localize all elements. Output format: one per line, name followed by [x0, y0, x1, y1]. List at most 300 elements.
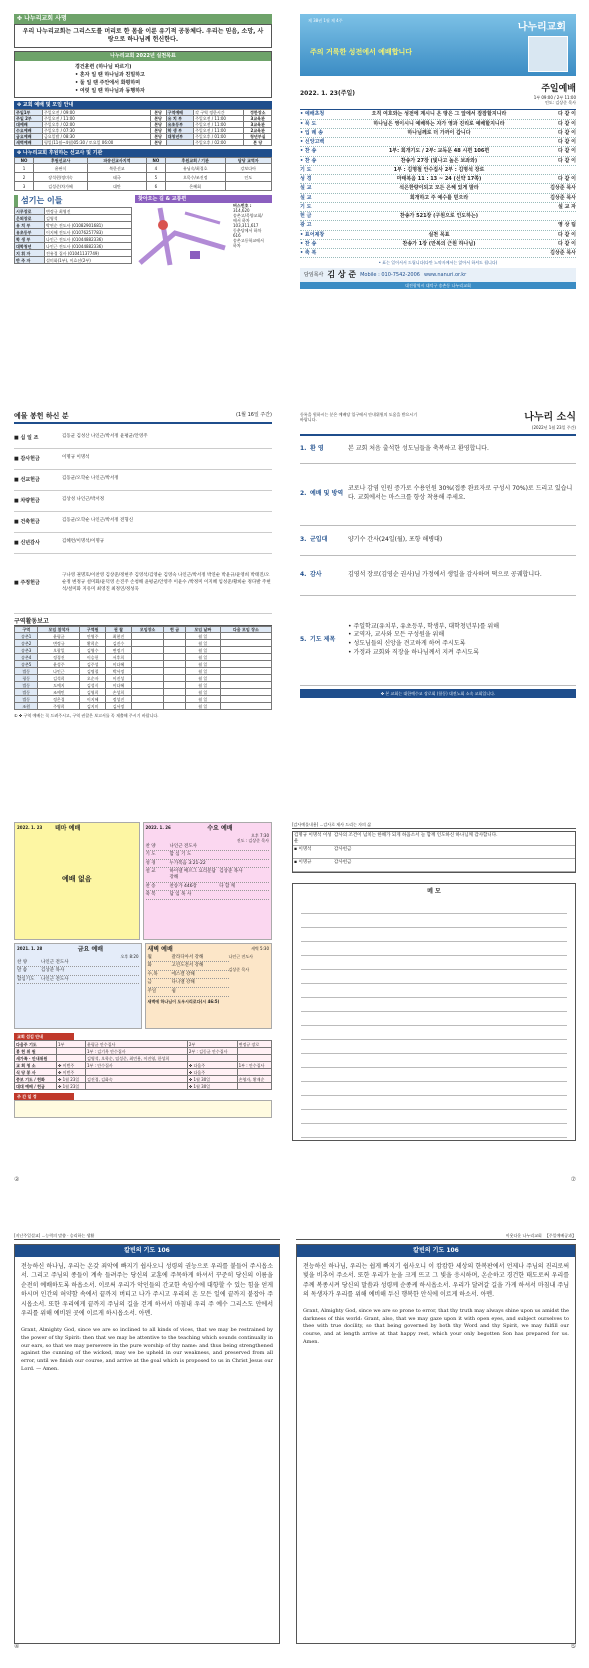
table-cell [237, 1069, 271, 1076]
order-content: 쉼 [171, 989, 176, 994]
table-cell: 새가족 · 안내위원 [15, 1055, 57, 1062]
page4-right [296, 1233, 576, 1653]
table-cell: 변정기 [106, 647, 132, 654]
table-cell [220, 654, 271, 661]
dawn-time: 새벽 5:30 [251, 946, 269, 951]
table-cell: 지 휘 자 [15, 250, 45, 257]
table-cell: 주일오전 / 11:00 [42, 115, 150, 121]
table-cell: 월 일 [185, 689, 220, 696]
news-label: 군입대 [310, 536, 328, 544]
table-cell [220, 703, 271, 710]
table-cell: 주일1부 [15, 109, 43, 115]
table-cell: 김영수 [80, 647, 106, 654]
order-content: 찬송가 1장 (만복의 근원 하나님) [402, 240, 476, 247]
table-cell: 유 치 부 [166, 115, 193, 121]
table-header-row [15, 627, 272, 633]
table-cell: 유 치 부 [15, 222, 45, 229]
table-cell: 6 [146, 182, 165, 191]
news-label: 감사 [310, 571, 322, 579]
map-box [135, 195, 272, 269]
district-row [15, 696, 272, 703]
dawn-title: 새벽 예배 [147, 946, 173, 953]
offering-week: (1월 16일 주간) [236, 412, 272, 418]
table-cell: 윤판식 [34, 164, 88, 173]
bus-route: 송촌고/목양교회/ [233, 213, 263, 219]
table-cell: 3교육관 [244, 115, 272, 121]
thanks-name: ▪ 이명석 [294, 847, 312, 853]
table-cell: 손영자, 황재순 [237, 1076, 271, 1083]
mission-row [15, 182, 272, 191]
table-cell: 본당 [150, 109, 166, 115]
offering-names: 이명규 이명석 [62, 455, 90, 461]
table-cell [237, 1083, 271, 1090]
worship-order-row [146, 860, 270, 869]
worship-order-row [300, 184, 576, 193]
thanks-entry [293, 846, 575, 859]
staff-table [14, 207, 132, 264]
memo-line [301, 1124, 567, 1138]
table-cell: 구역예배 [166, 109, 193, 115]
order-item: 말 씀 [17, 968, 28, 974]
table-header-cell: 모임장소 [131, 627, 164, 633]
duty-table [14, 1040, 272, 1090]
order-content: 누가복음 3:21-22 [169, 860, 206, 866]
table-cell: 대대 예배 / 헌금 [15, 1083, 57, 1090]
offering-names: 김혜련/이명석/이명규 [62, 539, 105, 545]
memo-line [301, 1096, 567, 1110]
staff-row [15, 250, 132, 257]
duty-row [15, 1076, 272, 1083]
theme-body: 예배 없음 [62, 875, 92, 883]
lesson-header-church: 이웃다운 나누리교회 [505, 1233, 542, 1238]
table-cell: 대학청년 [15, 243, 45, 250]
table-cell: ✤ 1월 30일 [187, 1076, 237, 1083]
wednesday-worship-box [143, 822, 273, 940]
table-cell [164, 633, 185, 640]
bus-info [231, 203, 272, 269]
service-date: 2022. 1. 23(주일) [300, 90, 356, 97]
practice-box [14, 51, 272, 97]
order-content [342, 222, 536, 228]
order-leader: 다 같 이 [558, 120, 576, 127]
news-list [300, 434, 576, 686]
table-cell: 나인근 전도사 (01044882336) [45, 243, 132, 250]
table-cell: 1부 : 안수집사 [237, 1062, 271, 1069]
table-cell: 청년부실 [244, 133, 272, 139]
table-cell: 중보 기도 / 헌화 [15, 1076, 57, 1083]
table-cell: 변정규 [38, 640, 80, 647]
worship-order-row [146, 851, 270, 860]
table-cell [164, 689, 185, 696]
table-cell: 각 구역 정한시간 [194, 109, 244, 115]
worship-order-row [300, 138, 576, 147]
table-cell [164, 661, 185, 668]
order-item: • 표어제창 [300, 231, 325, 238]
thanks-entry [293, 859, 575, 872]
worship-order-row [300, 175, 576, 184]
table-cell [131, 633, 164, 640]
order-item: 찬 양 [145, 843, 156, 849]
worship-order [300, 109, 576, 258]
table-cell [237, 1055, 271, 1062]
district-row [15, 633, 272, 640]
wednesday-date: 2022. 1. 26 [145, 825, 171, 830]
table-cell: 월 일 [185, 696, 220, 703]
duty-title: 교회 섬김 안내 [14, 1033, 74, 1040]
news-intro: 등록을 원하시는 분은 예배당 입구에서 안내위원의 도움을 받으시기 바랍니다. [300, 412, 418, 422]
table-cell [187, 1055, 237, 1062]
table-cell: 정한장소 [244, 109, 272, 115]
table-cell [220, 675, 271, 682]
page-number: ② [14, 1176, 20, 1183]
table-cell: 윤평균 [38, 633, 80, 640]
table-cell: 1부 : 안수집사 [85, 1062, 187, 1069]
order-item: • 찬 송 [300, 148, 317, 155]
prayer-english-left: Grant, Almighty God, since we are so inclined to all kinds of vices, that we may be restrained by the power of thy Spirit: then that we may be attentive to the teaching which sounds continually in our ears, so that we may persevere in the pure worship of thy name: and thus being strengthened against the cunning of the wicked, may we be upheld in our weakness, and preserved from all error, until we finish our course, and arrive at the goal which is proposed to us in Christ Jesus our Lord. — Amen. [21, 1327, 273, 1372]
table-cell: 학 생 부 [166, 127, 193, 133]
bus-route: 103,311,617 [233, 223, 259, 229]
table-cell: 2교육관 [244, 127, 272, 133]
table-header-cell: 후원교회 / 기관 [165, 158, 225, 164]
table-cell: 월 일 [185, 675, 220, 682]
memo-line [301, 900, 567, 914]
order-item: 금 [147, 980, 152, 986]
table-cell: 다음주 기도 [15, 1041, 57, 1048]
table-cell: 2 [15, 173, 34, 182]
table-cell: 설미화(1부), 이효선(2부) [45, 257, 132, 264]
table-cell: 1부 : 김기옥 안수집사 [85, 1048, 187, 1055]
order-content: 1부 : 김명철 안수집사 2부 : 김명석 장로 [393, 166, 485, 173]
worship-order-row [146, 868, 270, 882]
order-content: 회개하고 주 예수를 믿으라 [409, 194, 469, 201]
pastor-footer [300, 268, 576, 282]
practice-list [15, 61, 271, 97]
page1-right [300, 14, 576, 374]
table-cell: 정은경 [38, 696, 80, 703]
memo-line [301, 1110, 567, 1124]
table-cell [131, 661, 164, 668]
wednesday-title: 수요 예배 [207, 825, 233, 832]
table-cell: 1 [15, 164, 34, 173]
table-cell: 월 일 [185, 682, 220, 689]
worship-order-row [300, 240, 576, 249]
offering-names: 김동균 김성산 나인근/박서정 윤평균/안영주 [62, 434, 148, 440]
table-cell: 은퇴장로 [15, 215, 45, 222]
worship-order-row [300, 249, 576, 258]
wednesday-time: 오후 7:30 [251, 832, 269, 838]
order-leader [536, 167, 576, 173]
worship-order-row [300, 129, 576, 138]
table-cell [131, 640, 164, 647]
district-row [15, 675, 272, 682]
offering-type: ■ 주정헌금 [14, 580, 40, 587]
map-title: 찾아오는 길 & 교통편 [135, 195, 272, 203]
order-content: 다니엘 강해 [171, 980, 195, 986]
table-cell: 손성희 [106, 689, 132, 696]
table-cell: 송촌1 [15, 633, 38, 640]
order-leader: 다 같 이 [558, 240, 576, 247]
table-cell: 인도 [225, 173, 272, 182]
table-header-cell: 모임 날짜 [185, 627, 220, 633]
friday-date: 2021. 1. 28 [17, 946, 43, 951]
staff-row [15, 229, 132, 236]
table-cell: 평동 [15, 675, 38, 682]
table-header-cell: 후원선교사 [34, 158, 88, 164]
order-item: 광 고 [300, 222, 312, 229]
worship-order-row [300, 120, 576, 129]
order-item: 수,목 [147, 971, 158, 977]
friday-title: 금요 예배 [77, 946, 104, 953]
table-header-cell: 구역원 [80, 627, 106, 633]
table-cell: 김진수 [106, 640, 132, 647]
order-item: 기 도 [300, 203, 312, 210]
order-content: 갈라디아서 강해 [171, 954, 204, 960]
offering-names: 김동균/오학순 나인근/박서정 전형신 [62, 518, 134, 524]
dawn-leader-2: 김상준 목사 [228, 966, 250, 972]
memo-line [301, 970, 567, 984]
table-cell: 법동 [15, 682, 38, 689]
page2-right [300, 412, 576, 772]
order-item: 설 교 [300, 194, 312, 201]
table-cell: 조예민 [38, 689, 80, 696]
table-cell: 정경진 [38, 654, 80, 661]
worship-order-row [146, 843, 270, 852]
table-cell: 김영희 [80, 689, 106, 696]
practice-item: • 둘 일 땐 주안에서 화평하며 [75, 79, 141, 86]
service-leader: 인도: 김상준 목사 [545, 100, 576, 106]
order-content [342, 204, 536, 210]
table-cell: ✤ 다음주 [187, 1062, 237, 1069]
table-cell: 이지혜 [80, 696, 106, 703]
news-item [300, 596, 576, 686]
church-website[interactable]: www.nanuri.or.kr [423, 272, 467, 279]
worship-order-row [148, 971, 229, 980]
order-item: 합심기도 [17, 976, 35, 982]
news-text: 양기수 간사(24일(월), 포항 해병대) [348, 535, 443, 543]
table-cell: 주일오전 / 11:00 [194, 127, 244, 133]
wednesday-order [146, 843, 270, 900]
wednesday-leader: 진도 : 김상준 목사 [236, 837, 269, 843]
table-cell: 이다혜 [106, 682, 132, 689]
thanks-text: 감사의 조건이 넘치는 한해가 되게 하옵소서 늘 함께 인도하신 하나님께 감사합니다. [334, 833, 498, 838]
table-cell: 이진성 [106, 675, 132, 682]
table-cell: 조원 [15, 703, 38, 710]
table-cell: 오순자 [80, 675, 106, 682]
table-cell [220, 689, 271, 696]
table-cell: 은혜회 [165, 182, 225, 191]
staff-row [15, 215, 132, 222]
table-cell [85, 1083, 187, 1090]
bus-route: 하차 [233, 243, 241, 249]
memo-line [301, 998, 567, 1012]
table-cell [131, 689, 164, 696]
table-cell: 수요예배 [15, 127, 43, 133]
page-number: ④ [14, 1643, 20, 1650]
bus-route: 송촌고등학교에서 [233, 238, 264, 244]
order-content: 합 심 기 도 [169, 852, 192, 858]
order-content: 찬송가 27장 (빛나고 높은 보좌와) [400, 157, 478, 164]
thanks-text: 감사헌금 [334, 860, 352, 866]
worship-order-row [300, 166, 576, 175]
order-content: 다 함 께 [219, 883, 236, 889]
worship-order-row [300, 231, 576, 240]
order-leader: 김상준 목사 [550, 250, 576, 256]
memo-lines [301, 900, 567, 1138]
order-content: 김상준 목사 [41, 968, 65, 974]
table-cell [131, 654, 164, 661]
table-header-cell: 권 찰 [106, 627, 132, 633]
missions-title: ✤ 나누리교회 후원하는 선교사 및 기관 [14, 149, 272, 157]
bus-route: 314,620 [233, 208, 250, 214]
mission-row [15, 173, 272, 182]
district-row [15, 661, 272, 668]
table-cell [131, 668, 164, 675]
order-leader: 다 같 이 [558, 231, 576, 238]
order-content: 나인근 전도사 [41, 959, 69, 965]
offering-type: ■ 십 일 조 [14, 434, 39, 441]
order-item: 기 도 [300, 166, 312, 173]
order-leader: 김상준 목사 [550, 185, 576, 192]
order-content: 나인근 전도사 [41, 976, 69, 982]
offering-row [14, 449, 272, 470]
weekly-title: 주 간 일 정 [14, 1093, 74, 1100]
table-cell: 본당 [150, 115, 166, 121]
table-cell: 월 일 [185, 668, 220, 675]
bus-label: 버스번호 : [233, 203, 252, 209]
service-times: 1부 09:00 / 2부 11:00 [533, 95, 576, 101]
table-cell: 주영희 [38, 703, 80, 710]
table-cell: 정성진 [106, 696, 132, 703]
offering-names: 구나영 권명호/이찬영 김상준/정현주 김영석/김영순 김영숙 나인근/박서정 박연순 박윤규/윤영희 박태진/오순정 변정규 설미화/윤덕영 손진주 손청해 윤평균/안영주 이윤수 /박정미 이지혜 임성준/황희순 정다발 주현석/설미화 지유미 최영진 최정연/정성욱 [62, 573, 271, 592]
table-cell: 평일(11월~4월)05:30 / 토요일 06:00 [42, 139, 150, 145]
district-table [14, 626, 272, 710]
table-cell: 태국 [88, 173, 147, 182]
order-item: 기 도 [145, 852, 156, 858]
missions-table [14, 157, 272, 191]
worship-order-row [148, 979, 229, 988]
table-cell: 김명철 [80, 668, 106, 675]
offering-row [14, 470, 272, 491]
order-item: 헌 금 [300, 213, 312, 219]
prayer-title-left: 칼빈의 기도 106 [15, 1245, 279, 1257]
table-cell: 주일오전 / 11:00 [194, 115, 244, 121]
table-cell: 법동 [15, 668, 38, 675]
table-header-cell: 구역 [15, 627, 38, 633]
table-cell: 본당 [150, 133, 166, 139]
order-item: 성 경 [145, 860, 156, 866]
table-header-cell: 모임 참석자 [38, 627, 80, 633]
mission-row [15, 164, 272, 173]
service-title: 주일예배 [541, 84, 576, 94]
table-cell [220, 647, 271, 654]
news-text: • 주일학교(유치부, 유초등부, 학생부, 대학청년부)를 위해 • 교역자, 교사와 모든 구성원을 위해 • 성도님들의 신앙을 견고하게 하여 주시도록 • 가정과 교회와 직장을 하나님께서 지켜 주시도록 [348, 622, 499, 656]
table-cell: 대만 [88, 182, 147, 191]
order-content: 1부: 회개기도 / 2부: 교독문 48 시편 106편 [388, 148, 490, 155]
table-header-cell: 담당 교역자 [225, 158, 272, 164]
page4-left [14, 1233, 280, 1653]
order-content: 오직 여호와는 성전에 계시니 온 땅은 그 앞에서 잠잠할지니라 [371, 111, 507, 118]
table-cell: 주일오후 / 01:00 [194, 133, 244, 139]
table-cell: 송촌5 [15, 661, 38, 668]
table-cell: 반 주 자 [15, 257, 45, 264]
news-label: 환 영 [310, 445, 324, 453]
page3-right [292, 822, 576, 1187]
order-content: 하나님께로 더 가까이 갑니다 [407, 129, 471, 136]
offering-row [14, 533, 272, 554]
prayer-english-right: Grant, Almighty God, since we are so prone to error, that thy truth may always shine upon us amidst the darkness of this world: Grant, also, that we may gaze upon it with open eyes, and subject ourselves to thee with true docility, so that being governed by both thy Word and thy Spirit, we may fulfill our course, and at length arrive at that happy rest, which your only begotten Son has prepared for us. Amen. [303, 1307, 569, 1345]
news-item [300, 556, 576, 596]
memo-title: 메 모 [427, 888, 441, 896]
table-cell: 3교육관 [244, 121, 272, 127]
page3-left [14, 822, 272, 1187]
offering-row [14, 491, 272, 512]
table-cell: 주일오전 / 09:00 [42, 109, 150, 115]
order-content: 마태복음 11 : 13 ~ 24 (신약 17쪽) [396, 176, 482, 182]
table-cell [220, 633, 271, 640]
memo-line [301, 1026, 567, 1040]
mission-title: ✤ 나누리교회 사명 [14, 14, 272, 24]
dawn-schedule [148, 954, 229, 997]
prayer-card-right [296, 1244, 576, 1644]
worship-order-row [300, 194, 576, 203]
table-cell: 유닝숙/최경호 [165, 164, 225, 173]
table-cell [131, 703, 164, 710]
district-row [15, 640, 272, 647]
table-cell: 박연순 전도사 (01082901681) [45, 222, 132, 229]
order-item: • 예배초청 [300, 111, 325, 118]
table-cell: 강보다아 [225, 164, 272, 173]
friday-worship-box [14, 943, 142, 1029]
offering-type: ■ 차량헌금 [14, 497, 40, 504]
order-content: 실천 목표 [428, 231, 450, 238]
bus-route: 동춘당에서 하차 [233, 228, 262, 234]
order-item: • 찬 송 [300, 157, 317, 164]
order-item: 주일 [147, 989, 157, 994]
news-item [300, 464, 576, 526]
lesson-header-title: 【주일예배공과】 [544, 1233, 576, 1238]
offering-names: 김동균/오학순 나인근/박서정 [62, 476, 119, 482]
friday-time: 오후 8:20 [120, 953, 139, 959]
page2-left [14, 412, 272, 772]
order-leader [536, 213, 576, 219]
worship-order-row [300, 221, 576, 230]
order-note: • 표는 일어서서 드립니다(다만 노약자께서는 앉아서 하셔도 됩니다) [378, 260, 498, 266]
duty-row [15, 1069, 272, 1076]
order-item: 설 교 [300, 185, 312, 192]
table-cell: 이승헌 [80, 654, 106, 661]
table-cell: ✤ 1월 23일 [57, 1076, 86, 1083]
worship-order-row [17, 967, 139, 976]
table-cell: 안영주 [80, 633, 106, 640]
duty-row [15, 1041, 272, 1048]
table-cell [164, 703, 185, 710]
table-cell: 도예지 [38, 682, 80, 689]
offering-row [14, 512, 272, 533]
news-text: 본 교회 처음 출석한 성도님들을 축복하고 환영합니다. [348, 444, 489, 452]
order-content: 찬송가 521장 (구원으로 인도하는) [399, 213, 479, 219]
order-leader: 다 같 이 [558, 176, 576, 182]
worship-order-row [17, 976, 139, 985]
table-cell [131, 647, 164, 654]
worship-order-row [148, 988, 229, 997]
page-number: ⑦ [570, 1176, 576, 1183]
news-label: 기도 제목 [310, 636, 336, 644]
theme-title: 테마 예배 [55, 825, 81, 832]
staff-row [15, 236, 132, 243]
table-cell: 월 일 [185, 661, 220, 668]
table-cell: 금요일밤 / 08:30 [42, 133, 150, 139]
table-cell [85, 1069, 187, 1076]
